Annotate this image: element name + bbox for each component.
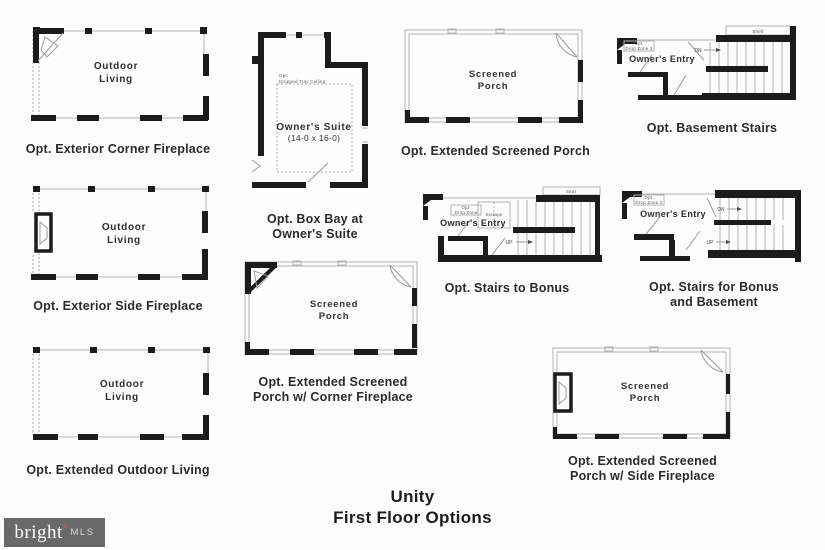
room-label: Living (99, 74, 133, 85)
plan-caption: Opt. Basement Stairs (646, 121, 778, 135)
room-label: Living (105, 392, 139, 403)
down-arrow-icon (694, 48, 721, 54)
sheet-title (0, 486, 825, 528)
drop-zone-label: Opt. (644, 195, 654, 200)
floorplan-drawing (616, 186, 812, 266)
drop-zone-label: Drop Zone 2 (625, 46, 653, 51)
sheet-subtitle: First Floor Options (333, 508, 492, 527)
door-swing-icon (556, 33, 577, 57)
plan-screened-porch-side-fireplace (545, 342, 740, 484)
plan-caption (545, 454, 740, 484)
room-label: Outdoor (99, 379, 145, 390)
corner-fireplace-icon (245, 262, 277, 294)
plan-stairs-to-bonus (420, 186, 610, 296)
floorplan-drawing (420, 186, 610, 266)
room-label: Owner's Entry (629, 54, 695, 64)
drop-zone-label: Drop Zone (454, 210, 478, 215)
logo-suffix: MLS (70, 527, 95, 538)
room-label: Outdoor (93, 61, 139, 72)
tray-note: Dropped Tray Ceiling (279, 79, 326, 84)
room-label: Living (107, 235, 141, 246)
plan-name: Unity (390, 487, 435, 506)
corner-fireplace-icon (33, 28, 64, 63)
caption-line: Opt. Box Bay at (266, 212, 364, 226)
plan-exterior-side-fireplace (10, 185, 226, 314)
window-marker-icon (252, 160, 260, 172)
plan-exterior-corner-fireplace (10, 24, 226, 157)
svg-text:UP: UP (505, 240, 513, 246)
caption-line: Porch w/ Corner Fireplace (253, 390, 413, 404)
room-label: Porch (477, 81, 509, 92)
logo-star-icon: ✶ (61, 522, 69, 531)
floorplan-drawing (10, 345, 226, 445)
floorplan-drawing (545, 342, 740, 442)
plan-caption: Opt. Exterior Side Fireplace (33, 299, 203, 313)
plan-screened-porch-corner-fireplace (238, 258, 428, 405)
plan-extended-outdoor-living (10, 345, 226, 478)
caption-line: Opt. Stairs for Bonus (649, 280, 779, 294)
svg-text:DN: DN (717, 207, 725, 213)
door-swing-icon (390, 265, 411, 287)
floorplan-drawing (238, 258, 428, 358)
side-fireplace-icon (555, 374, 571, 411)
plan-caption: Opt. Stairs to Bonus (444, 281, 570, 295)
room-label: Porch (629, 393, 661, 404)
side-fireplace-icon (36, 214, 51, 251)
stairs-icon (513, 200, 590, 255)
storage-label: Storage (485, 212, 503, 217)
room-label: Owner's Entry (640, 209, 706, 219)
caption-line: Porch w/ Side Fireplace (570, 469, 715, 483)
floorplan-drawing (10, 185, 226, 285)
logo-wordmark: bright (14, 521, 63, 543)
plan-basement-stairs (612, 24, 812, 136)
drop-zone-label: Opt. (461, 205, 471, 210)
caption-line: Owner's Suite (272, 227, 358, 241)
up-arrow-icon (506, 240, 533, 246)
floorplan-drawing (10, 24, 226, 126)
bright-mls-logo (4, 518, 105, 547)
caption-line: Opt. Extended Screened (568, 454, 717, 468)
floorplan-drawing (612, 24, 812, 108)
room-dimensions: (14-0 x 16-0) (287, 133, 341, 143)
up-arrow-icon (707, 240, 731, 246)
plan-stairs-bonus-basement (616, 186, 812, 310)
plan-caption (240, 212, 390, 242)
room-label: Screened (620, 381, 670, 392)
seat-label: Seat (565, 189, 577, 194)
plan-caption: Opt. Extended Outdoor Living (26, 463, 210, 477)
plan-caption (616, 280, 812, 310)
floorplan-drawing (398, 26, 593, 128)
shelf-label: Shelf (752, 29, 764, 34)
room-label: Screened (468, 69, 518, 80)
floorplan-drawing (240, 26, 390, 192)
plan-extended-screened-porch (398, 26, 593, 159)
tray-note: Opt. (279, 73, 289, 78)
room-walls (252, 32, 368, 188)
plan-caption (238, 375, 428, 405)
room-label: Outdoor (101, 222, 147, 233)
stairs-icon (688, 42, 782, 93)
plan-caption: Opt. Extended Screened Porch (401, 144, 590, 158)
drop-zone-label: Opt. (634, 41, 644, 46)
svg-text:DN: DN (694, 48, 702, 54)
drop-zone-label: Drop Zone 2 (635, 200, 663, 205)
caption-line: Opt. Extended Screened (258, 375, 408, 389)
plan-box-bay-owners-suite (240, 26, 390, 242)
door-swing-icon (701, 350, 723, 372)
room-label: Owner's Suite (276, 122, 352, 133)
room-label: Screened (309, 299, 359, 310)
porch-outline (31, 186, 209, 280)
svg-text:UP: UP (706, 240, 714, 246)
room-label: Owner's Entry (440, 218, 506, 228)
caption-line: and Basement (670, 295, 758, 309)
plan-caption: Opt. Exterior Corner Fireplace (25, 142, 211, 156)
entry-walls (423, 194, 602, 262)
room-label: Porch (318, 311, 350, 322)
